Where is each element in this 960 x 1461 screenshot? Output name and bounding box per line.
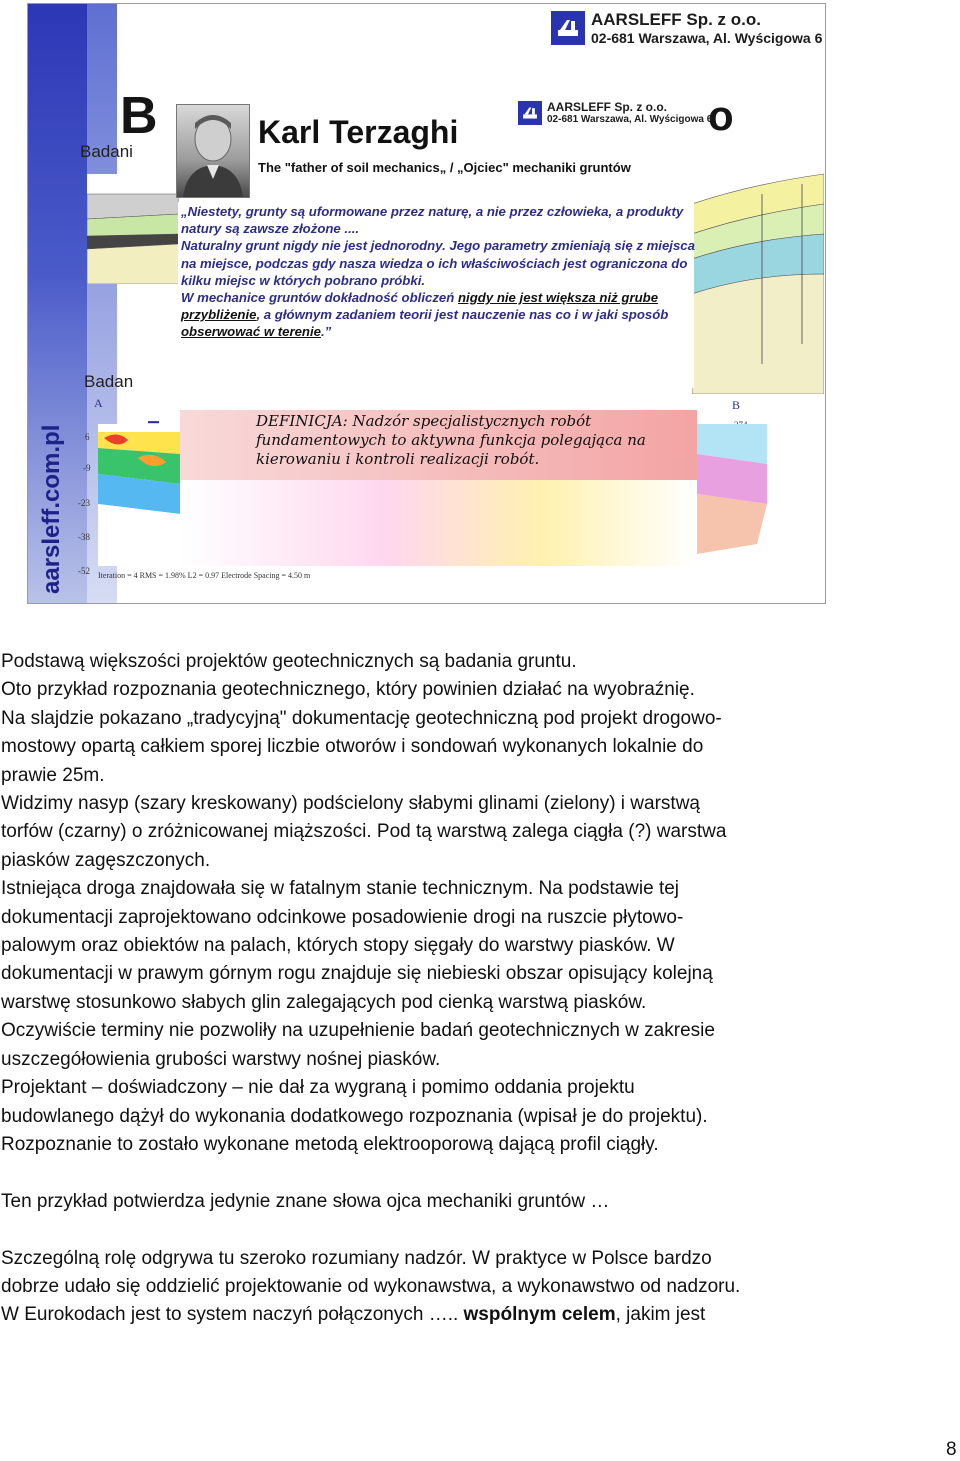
profile-label-a: A — [94, 396, 103, 410]
page-number: 8 — [946, 1439, 957, 1460]
quote-p3-mid: , a głównym zadaniem teorii jest nauczenie nas co i w jaki sposób — [256, 307, 669, 323]
geotechnical-section-drawing — [692, 164, 824, 394]
notes-line: uszczegółowienia grubości warstwy nośnej piasków. — [1, 1048, 441, 1070]
depth-tick-1: 6 — [85, 432, 90, 442]
profile-label-b: B — [732, 398, 741, 412]
notes-line: warstwę stosunkowo słabych glin zalegających pod cienką warstwą piasków. — [1, 991, 647, 1013]
terzaghi-portrait — [176, 104, 250, 198]
last-line-start: W Eurokodach jest to system naczyń połączonych ….. — [1, 1304, 464, 1326]
notes-line: piasków zagęszczonych. — [1, 849, 211, 871]
depth-tick-4: -38 — [78, 532, 90, 542]
notes-line: prawie 25m. — [1, 764, 105, 786]
geotechnical-section-left — [87, 174, 179, 284]
notes-line: dokumentacji w prawym górnym rogu znajduje się niebieski obszar opisujący kolejną — [1, 963, 713, 985]
quote-paragraph-2: Naturalny grunt nigdy nie jest jednorodny. Jego parametry zmieniają się z miejsca na miejsce, podczas gdy nasza wiedza o ich właściwościach jest ograniczona do kilku miejsc w których pobrano próbki. — [181, 238, 695, 288]
background-slide-title-end: o — [708, 92, 734, 139]
quote-p3-end: .” — [320, 324, 332, 340]
notes-text — [1, 648, 931, 1330]
slide-image — [27, 3, 826, 604]
background-slide-subtitle: Badani — [80, 142, 133, 161]
notes-line: Rozpoznanie to zostało wykonane metodą elektrooporową dającą profil ciągły. — [1, 1133, 659, 1155]
depth-tick-2: -9 — [83, 463, 91, 473]
notes-line: Podstawą większości projektów geotechnicznych są badania gruntu. — [1, 651, 577, 672]
notes-line: mostowy opartą całkiem sporej liczbie otworów i sondowań wykonanych lokalnie do — [1, 736, 704, 758]
quote-underline-2: obserwować w terenie — [181, 324, 321, 340]
quote-underline-1: nigdy nie jest większa niż grube przybliżenie — [181, 290, 659, 323]
paragraph-gap — [1, 1216, 931, 1244]
depth-tick-3: -23 — [78, 498, 90, 508]
aarsleff-logo-small-icon — [518, 101, 542, 125]
notes-line: Projektant – doświadczony – nie dał za wygraną i pomimo oddania projektu — [1, 1077, 635, 1099]
company-logo-top — [551, 10, 822, 46]
terzaghi-quote — [181, 203, 699, 341]
company-logo-card — [518, 100, 712, 125]
background-slide-title: B — [120, 87, 158, 145]
notes-line: Oczywiście terminy nie pozwoliły na uzupełnienie badań geotechnicznych w zakresie — [1, 1020, 715, 1042]
notes-line: budowlanego dążył do wykonania dodatkowego rozpoznania (wpisał je do projektu). — [1, 1105, 708, 1127]
notes-line: dokumentacji zaprojektowano odcinkowe posadowienie drogi na ruszcie płytowo- — [1, 906, 684, 928]
notes-line: Szczególną rolę odgrywa tu szeroko rozumiany nadzór. W praktyce w Polsce bardzo — [1, 1247, 712, 1269]
notes-line: palowym oraz obiektów na palach, których stopy sięgały do warstwy piasków. W — [1, 935, 675, 957]
quote-paragraph-3 — [181, 289, 699, 341]
paragraph-gap — [1, 1159, 931, 1187]
depth-tick-5: -52 — [78, 566, 90, 576]
terzaghi-title: Karl Terzaghi — [258, 114, 459, 150]
notes-line: torfów (czarny) o zróżnicowanej miąższości. Pod tą warstwą zalega ciągła (?) warstwa — [1, 821, 727, 843]
notes-line: dobrze udało się oddzielić projektowanie od wykonawstwa, a wykonawstwo od nadzoru. — [1, 1275, 741, 1297]
company-address-small: 02-681 Warszawa, Al. Wyścigowa 6 — [547, 114, 713, 125]
resistivity-profile — [98, 424, 180, 566]
notes-line: Widzimy nasyp (szary kreskowany) podścielony słabymi glinami (zielony) i warstwą — [1, 793, 700, 815]
notes-line: Oto przykład rozpoznania geotechnicznego, który powinien działać na wyobraźnię. — [1, 679, 695, 701]
quote-p3-part: W mechanice gruntów dokładność obliczeń — [181, 290, 458, 306]
notes-line: Istniejąca droga znajdowała się w fatalnym stanie technicznym. Na podstawie tej — [1, 878, 680, 900]
notes-line-quote-ref: Ten przykład potwierdza jedynie znane słowa ojca mechaniki gruntów … — [1, 1190, 610, 1212]
company-address: 02-681 Warszawa, Al. Wyścigowa 6 — [591, 30, 823, 46]
last-line-end: , jakim jest — [615, 1304, 706, 1326]
company-name-small: AARSLEFF Sp. z o.o. — [547, 100, 667, 114]
terzaghi-subtitle: The "father of soil mechanics„ / „Ojciec" mechaniki gruntów — [258, 160, 631, 175]
profile-color-strip — [180, 480, 697, 566]
background-slide-subtitle-2: Badan — [84, 372, 134, 391]
company-name: AARSLEFF Sp. z o.o. — [591, 10, 761, 29]
slide-url-vertical: aarsleff.com.pl — [38, 424, 65, 594]
notes-line-last — [1, 1301, 931, 1329]
notes-line: Na slajdzie pokazano „tradycyjną" dokumentację geotechniczną pod projekt drogowo- — [1, 707, 722, 729]
quote-paragraph-1: „Niestety, grunty są uformowane przez naturę, a nie przez człowieka, a produkty natury są zawsze złożone .... — [181, 204, 684, 237]
aarsleff-logo-icon — [551, 11, 585, 45]
last-line-bold: wspólnym celem — [463, 1304, 616, 1326]
definition-text: DEFINICJA: Nadzór specjalistycznych robót fundamentowych to aktywna funkcja polegająca na kierowaniu i kontroli realizacji robót. — [256, 412, 646, 468]
resistivity-profile-right — [697, 424, 775, 566]
profile-footer: Iteration = 4 RMS = 1.98% L2 = 0.97 Electrode Spacing = 4.50 m — [98, 571, 311, 580]
